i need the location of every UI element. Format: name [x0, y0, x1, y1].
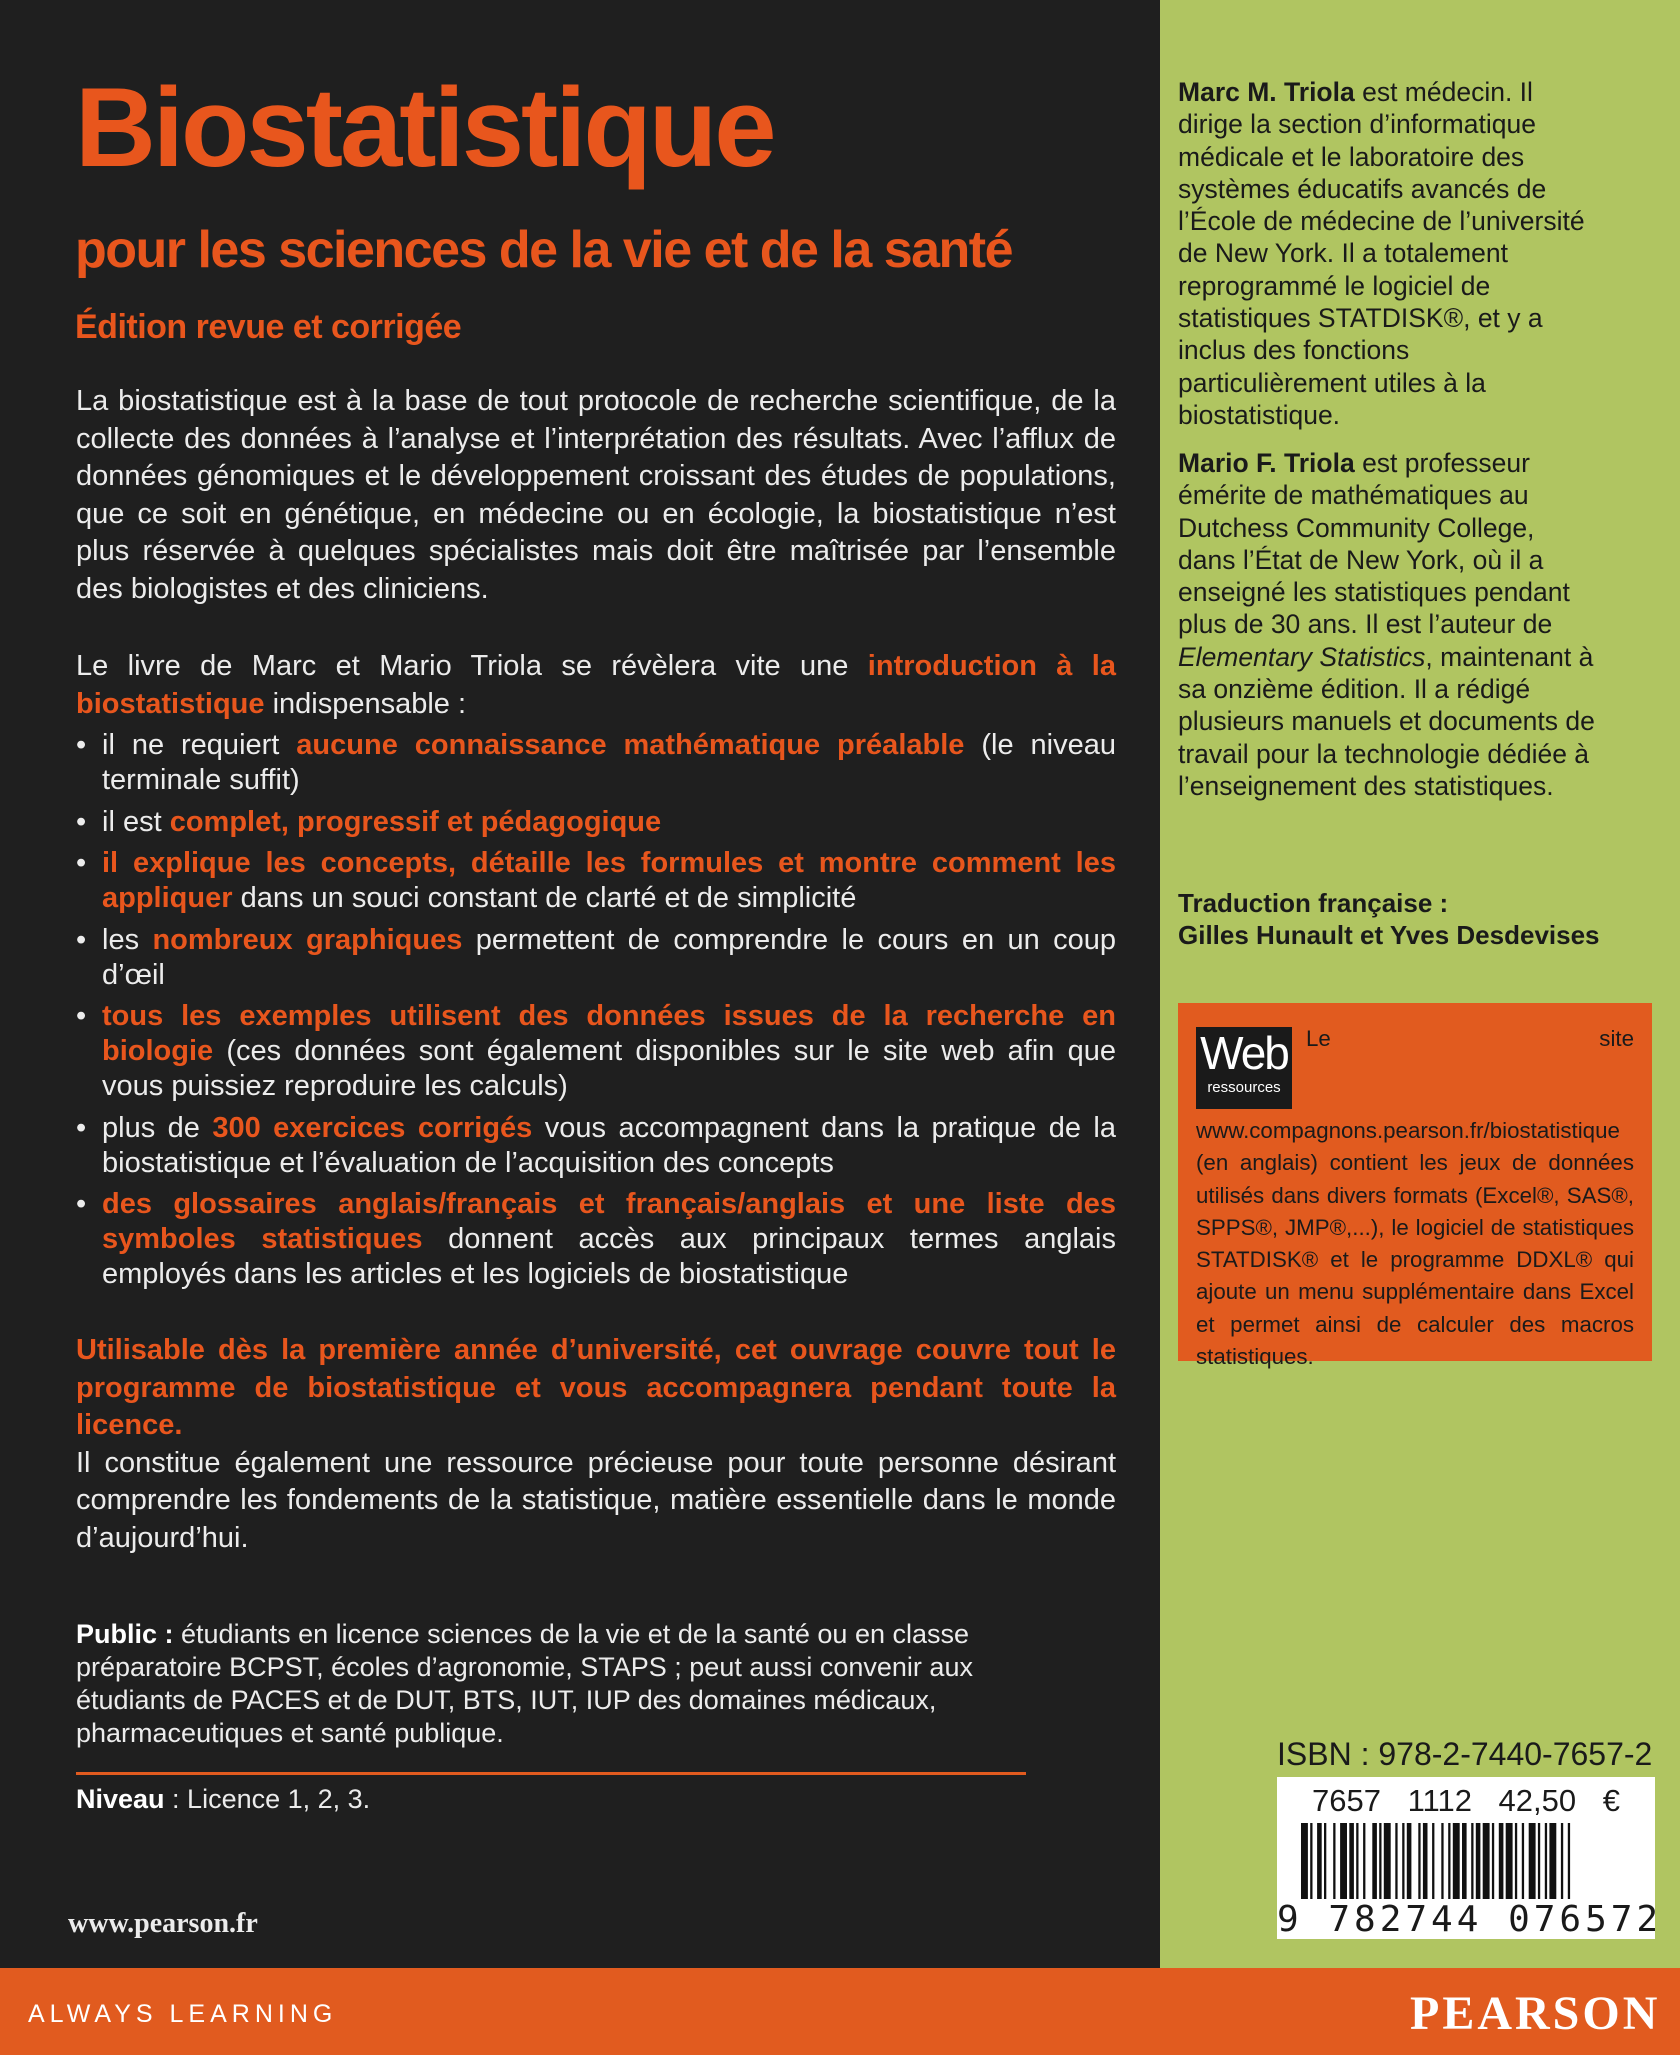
- barcode-bar: [1402, 1823, 1404, 1899]
- edition-label: Édition revue et corrigée: [75, 308, 462, 346]
- barcode-bar: [1506, 1823, 1513, 1899]
- feature-item: • les nombreux graphiques permettent de comprendre le cours en un coup d’œil: [76, 923, 1116, 993]
- barcode-bar: [1310, 1823, 1312, 1899]
- barcode-bar: [1549, 1823, 1556, 1899]
- book-reference: Elementary Statistics: [1178, 641, 1426, 672]
- feature-item: • il explique les concepts, détaille les formules et montre comment les appliquer dans un souci constant de clarté et de simplicité: [76, 846, 1116, 916]
- feature-list: [76, 728, 1116, 1299]
- feature-item: • il est complet, progressif et pédagogique: [76, 805, 1116, 840]
- barcode-bar: [1453, 1823, 1460, 1899]
- translation-credit: Traduction française : Gilles Hunault et Yves Desdevises: [1178, 888, 1600, 950]
- barcode-bar: [1418, 1823, 1420, 1899]
- barcode-bar: [1317, 1823, 1322, 1899]
- web-resources-box: [1178, 1003, 1652, 1370]
- barcode-bar: [1407, 1823, 1412, 1899]
- feature-item: • des glossaires anglais/français et français/anglais et une liste des symboles statistiques donnent accès aux principaux termes anglais employés dans les articles et les logiciels de biostatistique: [76, 1187, 1116, 1292]
- barcode-bar: [1522, 1823, 1524, 1899]
- barcode-bar: [1483, 1823, 1490, 1899]
- feature-item: • plus de 300 exercices corrigés vous accompagnent dans la pratique de la biostatistique et l’évaluation de l’acquisition des concepts: [76, 1111, 1116, 1181]
- intro-lead-text: Le livre de Marc et Mario Triola se révèlera vite une: [76, 650, 868, 682]
- barcode-bar: [1432, 1823, 1434, 1899]
- public-text: étudiants en licence sciences de la vie et de la santé ou en classe préparatoire BCPST, écoles d’agronomie, STAPS ; peut aussi convenir aux étudiants de PACES et de DUT, BTS, IUT, IUP des domaines médicaux, pharmaceutiques et santé publique.: [76, 1619, 973, 1748]
- barcode-bar: [1561, 1823, 1563, 1899]
- barcode-bar: [1476, 1823, 1481, 1899]
- barcode-bar: [1441, 1823, 1443, 1899]
- barcode-bar: [1384, 1823, 1391, 1899]
- barcode-bar: [1379, 1823, 1381, 1899]
- barcode-bar: [1324, 1823, 1326, 1899]
- barcode-bar: [1492, 1823, 1494, 1899]
- author-bio-mario: Mario F. Triola est professeur émérite de mathématiques au Dutchess Community College, dans l’État de New York, où il a enseigné les statistiques pendant plus de 30 ans. Il est l’auteur de Elementary Statistics, maintenant à sa onzième édition. Il a rédigé plusieurs manuels et documents de travail pour la technologie dédiée à l’enseignement des statistiques.: [1178, 448, 1595, 801]
- barcode-bar: [1423, 1823, 1428, 1899]
- barcode-price: 7657 1112 42,50 €: [1312, 1783, 1620, 1818]
- conclusion-highlight: Utilisable dès la première année d’université, cet ouvrage couvre tout le programme de biostatistique et vous accompagnera pendant toute la licence.: [76, 1334, 1116, 1441]
- barcode-bar: [1515, 1823, 1517, 1899]
- isbn-label: ISBN : 978-2-7440-7657-2: [1277, 1736, 1653, 1772]
- feature-item: • il ne requiert aucune connaissance mathématique préalable (le niveau terminale suffit): [76, 728, 1116, 798]
- web-resources-text: Le site www.compagnons.pearson.fr/biostatistique (en anglais) contient les jeux de données utilisés dans divers formats (Excel®, SAS®, SPPS®, JMP®,...), le logiciel de statistiques STATDISK® et le programme DDXL® qui ajoute un menu supplémentaire dans Excel et permet ainsi de calculer des macros statistiques.: [1196, 1026, 1634, 1370]
- barcode-bar: [1568, 1823, 1570, 1899]
- intro-lead-end: indispensable :: [264, 687, 467, 720]
- barcode-bars: [1301, 1823, 1631, 1903]
- barcode-bar: [1372, 1823, 1377, 1899]
- barcode-bar: [1462, 1823, 1467, 1899]
- barcode-bar: [1356, 1823, 1358, 1899]
- book-subtitle: pour les sciences de la vie et de la santé: [75, 221, 1013, 279]
- niveau-text: : Licence 1, 2, 3.: [164, 1784, 371, 1814]
- intro-lead-paragraph: [76, 648, 1116, 723]
- barcode: [1277, 1777, 1663, 1940]
- barcode-bar: [1333, 1823, 1335, 1899]
- barcode-bar: [1499, 1823, 1504, 1899]
- author-name: Mario F. Triola: [1178, 448, 1355, 478]
- barcode-bar: [1363, 1823, 1365, 1899]
- intro-lead-highlight: introduction à la biostatistique: [76, 650, 1116, 720]
- audience-public: [76, 1618, 1036, 1750]
- audience-level: [76, 1783, 370, 1816]
- barcode-bar: [1301, 1823, 1308, 1899]
- barcode-bar: [1471, 1823, 1473, 1899]
- website-link[interactable]: www.pearson.fr: [68, 1908, 258, 1939]
- barcode-bar: [1538, 1823, 1540, 1899]
- book-title: Biostatistique: [75, 65, 774, 190]
- barcode-number: 9 782744 076572: [1277, 1899, 1663, 1940]
- author-bio-marc: Marc M. Triola est médecin. Il dirige la section d’informatique médicale et le laboratoire des systèmes éducatifs avancés de l’École de médecine de l’université de New York. Il a totalement reprogrammé le logiciel de statistiques STATDISK®, et y a inclus des fonctions particulièrement utiles à la biostatistique.: [1178, 77, 1585, 430]
- barcode-bar: [1529, 1823, 1536, 1899]
- barcode-bar: [1395, 1823, 1397, 1899]
- web-resources-logo: Web ressources: [1196, 1027, 1292, 1109]
- barcode-bar: [1448, 1823, 1450, 1899]
- barcode-bar: [1340, 1823, 1347, 1899]
- feature-item: • tous les exemples utilisent des données issues de la recherche en biologie (ces données sont également disponibles sur le site web afin que vous puissiez reproduire les calculs): [76, 999, 1116, 1104]
- barcode-bar: [1349, 1823, 1354, 1899]
- publisher-logo: PEARSON: [1410, 1987, 1661, 2040]
- niveau-label: Niveau: [76, 1784, 165, 1814]
- divider: [76, 1772, 1026, 1775]
- intro-paragraph: La biostatistique est à la base de tout protocole de recherche scientifique, de la collecte des données à l’analyse et l’interprétation des résultats. Avec l’afflux de données génomiques et le développement croissant des études de populations, que ce soit en génétique, en médecine ou en écologie, la biostatistique n’est plus réservée à quelques spécialistes mais doit être maîtrisée par l’ensemble des biologistes et des cliniciens.: [76, 385, 1116, 605]
- author-name: Marc M. Triola: [1178, 77, 1355, 107]
- conclusion-paragraph: [76, 1332, 1116, 1557]
- barcode-bar: [1545, 1823, 1547, 1899]
- slogan: ALWAYS LEARNING: [28, 2000, 338, 2028]
- conclusion-text: Il constitue également une ressource précieuse pour toute personne désirant comprendre les fondements de la statistique, matière essentielle dans le monde d’aujourd’hui.: [76, 1446, 1116, 1554]
- public-label: Public :: [76, 1619, 174, 1649]
